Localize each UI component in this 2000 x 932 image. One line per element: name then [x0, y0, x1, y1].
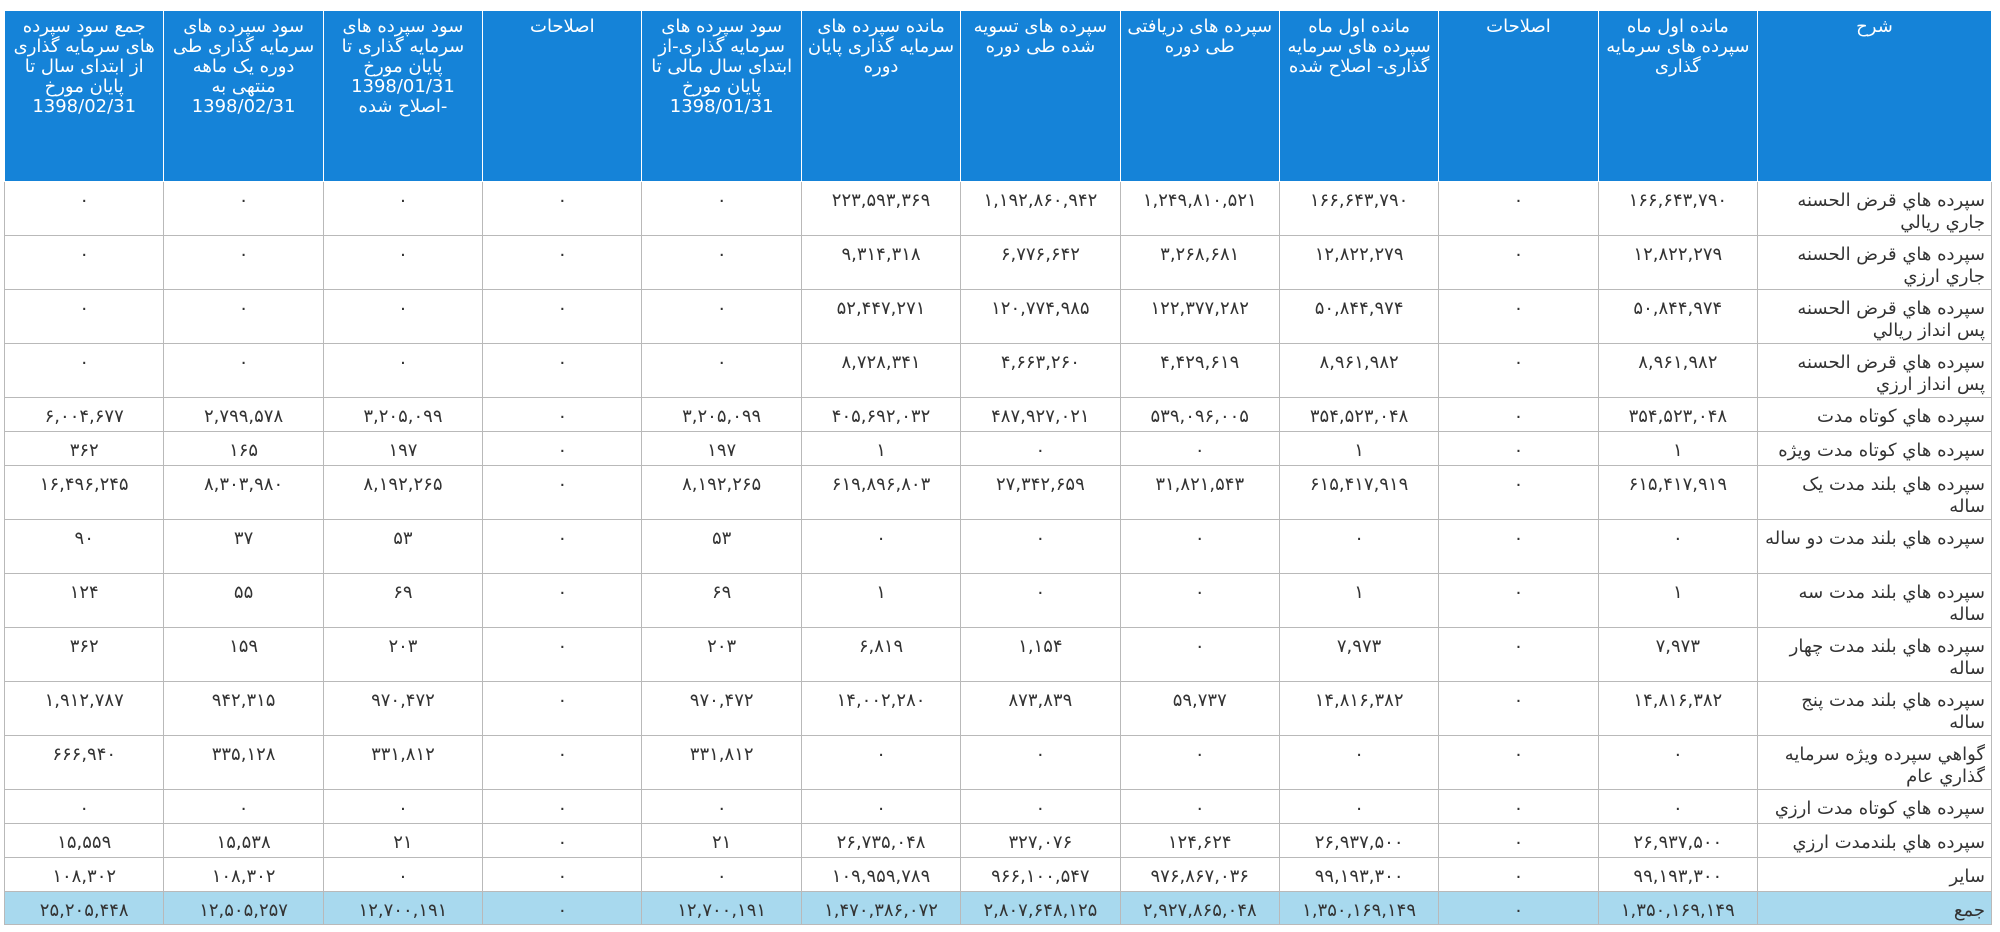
row-value: ۰: [1120, 432, 1279, 466]
row-value: ۰: [1439, 858, 1598, 892]
row-value: ۳,۲۶۸,۶۸۱: [1120, 236, 1279, 290]
row-value: ۰: [5, 790, 164, 824]
row-value: ۰: [323, 290, 482, 344]
row-value: ۰: [323, 182, 482, 236]
row-description: سپرده هاي كوتاه مدت ارزي: [1758, 790, 1992, 824]
row-value: ۰: [801, 790, 960, 824]
row-value: ۰: [1598, 790, 1757, 824]
row-value: ۶۹: [323, 574, 482, 628]
row-value: ۰: [483, 236, 642, 290]
row-value: ۱۴,۰۰۲,۲۸۰: [801, 682, 960, 736]
row-value: ۵۰,۸۴۴,۹۷۴: [1598, 290, 1757, 344]
row-value: ۰: [5, 182, 164, 236]
row-description: سپرده هاي بلند مدت يک ساله: [1758, 466, 1992, 520]
row-value: ۶,۷۷۶,۶۴۲: [961, 236, 1120, 290]
row-value: ۹۰: [5, 520, 164, 574]
total-value: ۲۵,۲۰۵,۴۴۸: [5, 892, 164, 925]
row-value: ۱: [1598, 432, 1757, 466]
row-value: ۳۳۱,۸۱۲: [642, 736, 801, 790]
row-value: ۰: [323, 344, 482, 398]
row-value: ۹۷۶,۸۶۷,۰۳۶: [1120, 858, 1279, 892]
row-value: ۸,۳۰۳,۹۸۰: [164, 466, 323, 520]
row-value: ۰: [483, 574, 642, 628]
row-value: ۰: [1439, 344, 1598, 398]
header-deposits-settled: سپرده های تسویه شده طی دوره: [961, 11, 1120, 182]
row-value: ۱۲۴,۶۲۴: [1120, 824, 1279, 858]
row-value: ۳۳۱,۸۱۲: [323, 736, 482, 790]
row-value: ۶,۰۰۴,۶۷۷: [5, 398, 164, 432]
row-value: ۶۱۵,۴۱۷,۹۱۹: [1598, 466, 1757, 520]
row-value: ۰: [1439, 790, 1598, 824]
header-deposits-received: سپرده های دریافتی طی دوره: [1120, 11, 1279, 182]
row-value: ۲۱: [323, 824, 482, 858]
row-value: ۲۶,۹۳۷,۵۰۰: [1598, 824, 1757, 858]
row-value: ۸,۱۹۲,۲۶۵: [642, 466, 801, 520]
row-value: ۹۷۰,۴۷۲: [323, 682, 482, 736]
table-row: [5, 790, 1992, 824]
total-value: ۲,۹۲۷,۸۶۵,۰۴۸: [1120, 892, 1279, 925]
row-value: ۱۴,۸۱۶,۳۸۲: [1598, 682, 1757, 736]
row-value: ۰: [1439, 236, 1598, 290]
row-value: ۸,۱۹۲,۲۶۵: [323, 466, 482, 520]
row-value: ۱,۹۱۲,۷۸۷: [5, 682, 164, 736]
row-value: ۹۹,۱۹۳,۳۰۰: [1279, 858, 1438, 892]
row-value: ۲,۷۹۹,۵۷۸: [164, 398, 323, 432]
row-value: ۰: [483, 824, 642, 858]
row-value: ۰: [483, 682, 642, 736]
row-value: ۳۵۴,۵۲۳,۰۴۸: [1598, 398, 1757, 432]
header-opening-balance-adjusted: مانده اول ماه سپرده های سرمایه گذاری- اصلاح شده: [1279, 11, 1438, 182]
total-value: ۰: [1439, 892, 1598, 925]
row-value: ۰: [1279, 790, 1438, 824]
row-value: ۰: [483, 790, 642, 824]
row-value: ۰: [961, 574, 1120, 628]
row-value: ۰: [1120, 574, 1279, 628]
row-value: ۰: [1439, 290, 1598, 344]
row-description: سپرده هاي قرض الحسنه جاري ارزي: [1758, 236, 1992, 290]
row-value: ۰: [5, 344, 164, 398]
row-value: ۲۶,۷۳۵,۰۴۸: [801, 824, 960, 858]
row-value: ۰: [164, 236, 323, 290]
row-value: ۱: [1279, 574, 1438, 628]
row-value: ۰: [1439, 628, 1598, 682]
table-row: [5, 432, 1992, 466]
row-value: ۰: [961, 790, 1120, 824]
row-value: ۱۲۰,۷۷۴,۹۸۵: [961, 290, 1120, 344]
row-description: سپرده هاي قرض الحسنه جاري ريالي: [1758, 182, 1992, 236]
row-value: ۰: [483, 858, 642, 892]
row-value: ۲۷,۳۴۲,۶۵۹: [961, 466, 1120, 520]
row-value: ۰: [164, 182, 323, 236]
row-value: ۰: [1439, 398, 1598, 432]
row-value: ۴۰۵,۶۹۲,۰۳۲: [801, 398, 960, 432]
row-value: ۵۲,۴۴۷,۲۷۱: [801, 290, 960, 344]
row-value: ۱۲,۸۲۲,۲۷۹: [1598, 236, 1757, 290]
row-value: ۰: [164, 344, 323, 398]
row-value: ۵۳۹,۰۹۶,۰۰۵: [1120, 398, 1279, 432]
row-value: ۳۵۴,۵۲۳,۰۴۸: [1279, 398, 1438, 432]
row-value: ۰: [1598, 520, 1757, 574]
row-value: ۰: [1439, 824, 1598, 858]
row-description: سپرده هاي كوتاه مدت: [1758, 398, 1992, 432]
row-value: ۰: [1279, 736, 1438, 790]
row-value: ۱۹۷: [323, 432, 482, 466]
row-value: ۵۰,۸۴۴,۹۷۴: [1279, 290, 1438, 344]
row-value: ۱: [1279, 432, 1438, 466]
row-value: ۶,۸۱۹: [801, 628, 960, 682]
header-profit-to-date: سود سپرده های سرمایه گذاری-از ابتدای سال مالی تا پایان مورخ 1398/01/31: [642, 11, 801, 182]
row-value: ۰: [1439, 682, 1598, 736]
row-value: ۸,۹۶۱,۹۸۲: [1598, 344, 1757, 398]
total-value: ۰: [483, 892, 642, 925]
row-value: ۰: [483, 398, 642, 432]
row-value: ۳۳۵,۱۲۸: [164, 736, 323, 790]
row-value: ۲۰۳: [642, 628, 801, 682]
row-value: ۰: [1120, 736, 1279, 790]
row-value: ۰: [961, 736, 1120, 790]
row-value: ۰: [1439, 574, 1598, 628]
row-value: ۱۲۲,۳۷۷,۲۸۲: [1120, 290, 1279, 344]
table-body: [5, 182, 1992, 925]
row-value: ۰: [323, 790, 482, 824]
row-value: ۳,۲۰۵,۰۹۹: [642, 398, 801, 432]
row-value: ۱: [801, 574, 960, 628]
row-value: ۰: [1439, 736, 1598, 790]
row-value: ۳۷: [164, 520, 323, 574]
total-value: ۱۲,۵۰۵,۲۵۷: [164, 892, 323, 925]
row-description: سپرده هاي كوتاه مدت ويژه: [1758, 432, 1992, 466]
row-value: ۱۵,۵۵۹: [5, 824, 164, 858]
row-value: ۱: [801, 432, 960, 466]
row-value: ۰: [961, 520, 1120, 574]
row-value: ۱۶۶,۶۴۳,۷۹۰: [1279, 182, 1438, 236]
total-row: [5, 892, 1992, 925]
row-value: ۱۲,۸۲۲,۲۷۹: [1279, 236, 1438, 290]
row-value: ۰: [483, 290, 642, 344]
row-value: ۰: [1279, 520, 1438, 574]
header-description: شرح: [1758, 11, 1992, 182]
deposits-report: [4, 10, 1992, 925]
row-value: ۰: [1439, 182, 1598, 236]
row-value: ۶۱۵,۴۱۷,۹۱۹: [1279, 466, 1438, 520]
row-value: ۲۱: [642, 824, 801, 858]
row-description: سپرده هاي بلندمدت ارزي: [1758, 824, 1992, 858]
row-value: ۰: [1439, 520, 1598, 574]
row-value: ۴۸۷,۹۲۷,۰۲۱: [961, 398, 1120, 432]
row-value: ۵۹,۷۳۷: [1120, 682, 1279, 736]
row-value: ۱۰۸,۳۰۲: [5, 858, 164, 892]
total-value: ۱,۳۵۰,۱۶۹,۱۴۹: [1598, 892, 1757, 925]
header-opening-balance: مانده اول ماه سپرده های سرمایه گذاری: [1598, 11, 1757, 182]
table-row: [5, 290, 1992, 344]
row-value: ۰: [1439, 466, 1598, 520]
header-profit-adjustments: اصلاحات: [483, 11, 642, 182]
table-row: [5, 628, 1992, 682]
row-value: ۸۷۳,۸۳۹: [961, 682, 1120, 736]
row-value: ۳۶۲: [5, 432, 164, 466]
row-value: ۱۰۹,۹۵۹,۷۸۹: [801, 858, 960, 892]
row-value: ۹۴۲,۳۱۵: [164, 682, 323, 736]
row-value: ۰: [801, 736, 960, 790]
row-value: ۱۴,۸۱۶,۳۸۲: [1279, 682, 1438, 736]
table-row: [5, 182, 1992, 236]
row-value: ۷,۹۷۳: [1598, 628, 1757, 682]
row-value: ۳۲۷,۰۷۶: [961, 824, 1120, 858]
row-description: سپرده هاي قرض الحسنه پس انداز ارزي: [1758, 344, 1992, 398]
row-value: ۵۵: [164, 574, 323, 628]
table-row: [5, 236, 1992, 290]
row-value: ۰: [483, 432, 642, 466]
row-description: سپرده هاي قرض الحسنه پس انداز ريالي: [1758, 290, 1992, 344]
row-description: سپرده هاي بلند مدت چهار ساله: [1758, 628, 1992, 682]
row-value: ۱۵۹: [164, 628, 323, 682]
row-value: ۸,۷۲۸,۳۴۱: [801, 344, 960, 398]
row-value: ۰: [483, 628, 642, 682]
row-value: ۰: [642, 290, 801, 344]
row-value: ۷,۹۷۳: [1279, 628, 1438, 682]
row-value: ۰: [642, 858, 801, 892]
row-value: ۶۱۹,۸۹۶,۸۰۳: [801, 466, 960, 520]
header-profit-adjusted: سود سپرده های سرمایه گذاری تا پایان مورخ 1398/01/31 -اصلاح شده: [323, 11, 482, 182]
row-value: ۰: [1120, 790, 1279, 824]
row-value: ۱,۱۹۲,۸۶۰,۹۴۲: [961, 182, 1120, 236]
row-value: ۴,۴۲۹,۶۱۹: [1120, 344, 1279, 398]
table-row: [5, 858, 1992, 892]
row-value: ۳,۲۰۵,۰۹۹: [323, 398, 482, 432]
row-value: ۵۳: [642, 520, 801, 574]
total-value: ۲,۸۰۷,۶۴۸,۱۲۵: [961, 892, 1120, 925]
table-row: [5, 344, 1992, 398]
row-value: ۶۹: [642, 574, 801, 628]
total-value: ۱۲,۷۰۰,۱۹۱: [642, 892, 801, 925]
total-value: ۱,۴۷۰,۳۸۶,۰۷۲: [801, 892, 960, 925]
row-value: ۱,۲۴۹,۸۱۰,۵۲۱: [1120, 182, 1279, 236]
row-value: ۱۲۴: [5, 574, 164, 628]
row-value: ۰: [483, 466, 642, 520]
row-description: گواهي سپرده ويژه سرمايه گذاري عام: [1758, 736, 1992, 790]
row-value: ۳۱,۸۲۱,۵۴۳: [1120, 466, 1279, 520]
row-value: ۱۹۷: [642, 432, 801, 466]
table-header: [5, 11, 1992, 182]
row-value: ۰: [642, 182, 801, 236]
row-value: ۱۶۶,۶۴۳,۷۹۰: [1598, 182, 1757, 236]
row-value: ۲۰۳: [323, 628, 482, 682]
row-value: ۰: [1439, 432, 1598, 466]
row-value: ۱,۱۵۴: [961, 628, 1120, 682]
header-closing-balance: مانده سپرده های سرمایه گذاری پایان دوره: [801, 11, 960, 182]
table-row: [5, 398, 1992, 432]
table-row: [5, 520, 1992, 574]
total-value: ۱۲,۷۰۰,۱۹۱: [323, 892, 482, 925]
row-description: سپرده هاي بلند مدت پنج ساله: [1758, 682, 1992, 736]
row-value: ۰: [642, 790, 801, 824]
total-value: ۱,۳۵۰,۱۶۹,۱۴۹: [1279, 892, 1438, 925]
row-value: ۵۳: [323, 520, 482, 574]
row-value: ۰: [642, 344, 801, 398]
row-value: ۹۶۶,۱۰۰,۵۴۷: [961, 858, 1120, 892]
row-value: ۹۷۰,۴۷۲: [642, 682, 801, 736]
row-value: ۲۲۳,۵۹۳,۳۶۹: [801, 182, 960, 236]
row-description: سپرده هاي بلند مدت دو ساله: [1758, 520, 1992, 574]
row-value: ۰: [642, 236, 801, 290]
row-description: سپرده هاي بلند مدت سه ساله: [1758, 574, 1992, 628]
row-value: ۹,۳۱۴,۳۱۸: [801, 236, 960, 290]
table-row: [5, 682, 1992, 736]
table-row: [5, 824, 1992, 858]
row-value: ۲۶,۹۳۷,۵۰۰: [1279, 824, 1438, 858]
row-value: ۰: [1120, 520, 1279, 574]
row-value: ۴,۶۶۳,۲۶۰: [961, 344, 1120, 398]
row-value: ۹۹,۱۹۳,۳۰۰: [1598, 858, 1757, 892]
row-value: ۱۶,۴۹۶,۲۴۵: [5, 466, 164, 520]
row-value: ۰: [323, 858, 482, 892]
total-label: جمع: [1758, 892, 1992, 925]
row-value: ۰: [483, 736, 642, 790]
row-value: ۰: [1598, 736, 1757, 790]
header-profit-total: جمع سود سپرده های سرمایه گذاری از ابتدای سال تا پایان مورخ 1398/02/31: [5, 11, 164, 182]
row-value: ۰: [323, 236, 482, 290]
row-value: ۸,۹۶۱,۹۸۲: [1279, 344, 1438, 398]
row-value: ۰: [483, 182, 642, 236]
row-value: ۰: [961, 432, 1120, 466]
row-value: ۱۵,۵۳۸: [164, 824, 323, 858]
row-value: ۰: [801, 520, 960, 574]
row-value: ۰: [164, 290, 323, 344]
row-value: ۳۶۲: [5, 628, 164, 682]
row-value: ۰: [5, 236, 164, 290]
table-row: [5, 466, 1992, 520]
header-adjustments: اصلاحات: [1439, 11, 1598, 182]
header-profit-month: سود سپرده های سرمایه گذاری طی دوره یک ماهه منتهی به 1398/02/31: [164, 11, 323, 182]
row-value: ۰: [483, 520, 642, 574]
row-value: ۱: [1598, 574, 1757, 628]
row-value: ۰: [5, 290, 164, 344]
table-row: [5, 574, 1992, 628]
row-value: ۰: [1120, 628, 1279, 682]
row-value: ۶۶۶,۹۴۰: [5, 736, 164, 790]
row-value: ۰: [483, 344, 642, 398]
deposits-table: [4, 10, 1992, 925]
table-row: [5, 736, 1992, 790]
row-description: ساير: [1758, 858, 1992, 892]
row-value: ۱۶۵: [164, 432, 323, 466]
row-value: ۰: [164, 790, 323, 824]
row-value: ۱۰۸,۳۰۲: [164, 858, 323, 892]
